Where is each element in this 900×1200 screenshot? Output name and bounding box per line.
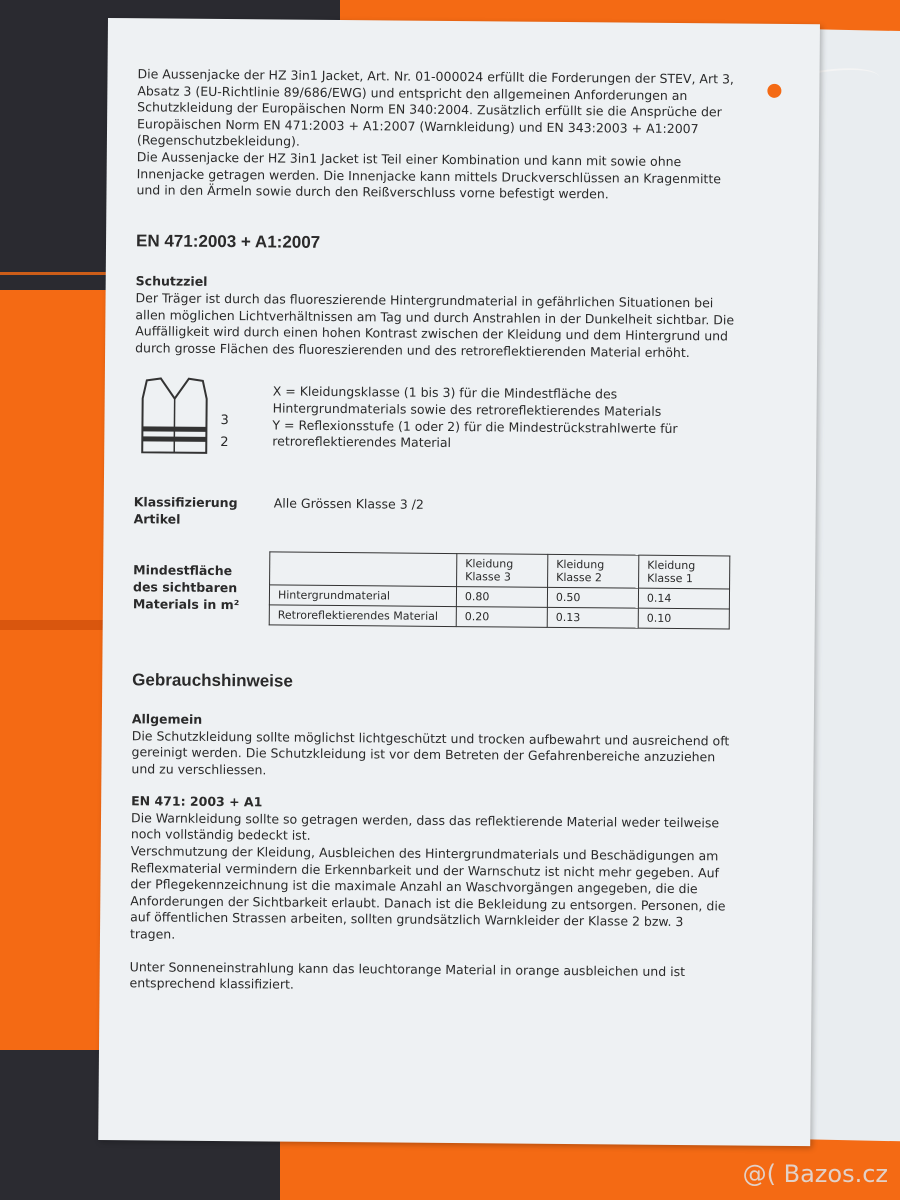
legend-y: Y = Reflexionsstufe (1 oder 2) für die Mindestrückstrahlwerte für retroreflektierendes Material (272, 416, 678, 451)
watermark: @( Bazos.cz (742, 1160, 888, 1188)
table-row (269, 605, 729, 629)
table-header-cell: Kleidung Klasse 3 (457, 554, 548, 588)
en471-usage-text-2: Verschmutzung der Kleidung, Ausbleichen des Hintergrundmaterials und Beschädigungen am Reflexmaterial vermindern die Erkennbarkeit und der Warnschutz ist nicht mehr gegeben. Auf der Pflegekennzeichnung ist die maximale Anzahl an Waschvorgängen angegeben, die die Anforderungen der Sichtbarkeit erlaubt. Danach ist die Bekleidung zu entsorgen. Personen, die auf öffentlichen Strassen arbeiten, sollten grundsätzlich Warnkleider der Klasse 2 bzw. 3 tragen. (129, 843, 726, 942)
intro-paragraph-1: Die Aussenjacke der HZ 3in1 Jacket, Art. Nr. 01-000024 erfüllt die Forderungen der STEV, Art 3, Absatz 3 (EU-Richtlinie 89/686/EWG) und entspricht den allgemeinen Anforderungen an Schutzkleidung der Europäischen Norm EN 340:2004. Zusätzlich erfüllt sie die Ansprüche der Europäischen Norm EN 471:2003 + A1:2007 (Warnkleidung) und EN 343:2003 + A1:2007 (Regenschutzbekleidung). (136, 66, 735, 150)
vest-class-y: 2 (220, 435, 229, 451)
en471-usage-text-1: Die Warnkleidung sollte so getragen werden, dass das reflektierende Material weder teilweise noch vollständig bedeckt ist. (130, 810, 720, 844)
vest-icon (134, 375, 215, 458)
table-cell: 0.50 (547, 588, 638, 609)
legend-x: X = Kleidungsklasse (1 bis 3) für die Mindestfläche des Hintergrundmaterials sowie des retroreflektierendes Materials (272, 383, 662, 419)
section-title-en471: EN 471:2003 + A1:2007 (135, 231, 321, 252)
schutzziel-heading: Schutzziel (135, 273, 208, 290)
jacket-stitching (0, 272, 120, 275)
material-table (269, 552, 731, 630)
classification-row (133, 495, 733, 550)
table-header-row (270, 552, 730, 589)
en471-usage-heading: EN 471: 2003 + A1 (131, 793, 263, 810)
intro-paragraph-2: Die Aussenjacke der HZ 3in1 Jacket ist Teil einer Kombination und kann mit sowie ohne Innenjacke getragen werden. Die Innenjacke kann mittels Druckverschlüssen an Kragenmitte und in den Ärmeln sowie durch den Reißverschluss vorne befestigt werden. (136, 149, 722, 202)
table-header-cell: Kleidung Klasse 2 (548, 555, 639, 589)
table-cell: Hintergrundmaterial (269, 585, 456, 607)
table-header-cell: Kleidung Klasse 1 (639, 555, 730, 589)
table-header-cell (270, 552, 457, 587)
classification-value: Alle Grössen Klasse 3 /2 (273, 495, 424, 513)
punch-hole (767, 84, 781, 98)
jacket-fold (0, 620, 115, 630)
allgemein-heading: Allgemein (131, 711, 203, 727)
vest-classification-row (134, 375, 735, 500)
table-cell: 0.80 (456, 587, 547, 608)
en471-usage-text-3: Unter Sonneneinstrahlung kann das leuchtorange Material in orange ausbleichen und ist entsprechend klassifiziert. (129, 958, 686, 992)
leaflet-page (98, 18, 820, 1146)
table-cell: 0.14 (638, 588, 729, 609)
material-table-label: Mindestfläche des sichtbaren Materials in m² (132, 562, 240, 612)
table-cell: 0.20 (456, 607, 547, 628)
allgemein-text: Die Schutzkleidung sollte möglichst lichtgeschützt und trocken aufbewahrt und ausreichend oft gereinigt werden. Die Schutzkleidung ist vor dem Betreten der Gefahrenbereiche anzuziehen und zu verschliessen. (131, 727, 730, 778)
table-cell: Retroreflektierendes Material (269, 605, 456, 627)
section-title-gebrauch: Gebrauchshinweise (132, 670, 293, 691)
material-table-row (132, 551, 733, 656)
table-cell: 0.10 (638, 608, 729, 629)
table-cell: 0.13 (547, 608, 638, 629)
vest-legend (272, 384, 733, 454)
classification-label: Klassifizierung Artikel (133, 494, 238, 527)
leaflet-content (130, 66, 738, 997)
vest-class-x: 3 (220, 413, 229, 429)
schutzziel-text: Der Träger ist durch das fluoreszierende Hintergrundmaterial in gefährlichen Situationen bei allen möglichen Lichtverhältnissen am Tag und durch Anstrahlen in der Dunkelheit sichtbar. Die Auffälligkeit wird durch einen hohen Kontrast zwischen der Kleidung und dem Hintergrund und durch grosse Flächen des fluoreszierenden und des retroreflektierenden Material erhöht. (135, 290, 735, 360)
